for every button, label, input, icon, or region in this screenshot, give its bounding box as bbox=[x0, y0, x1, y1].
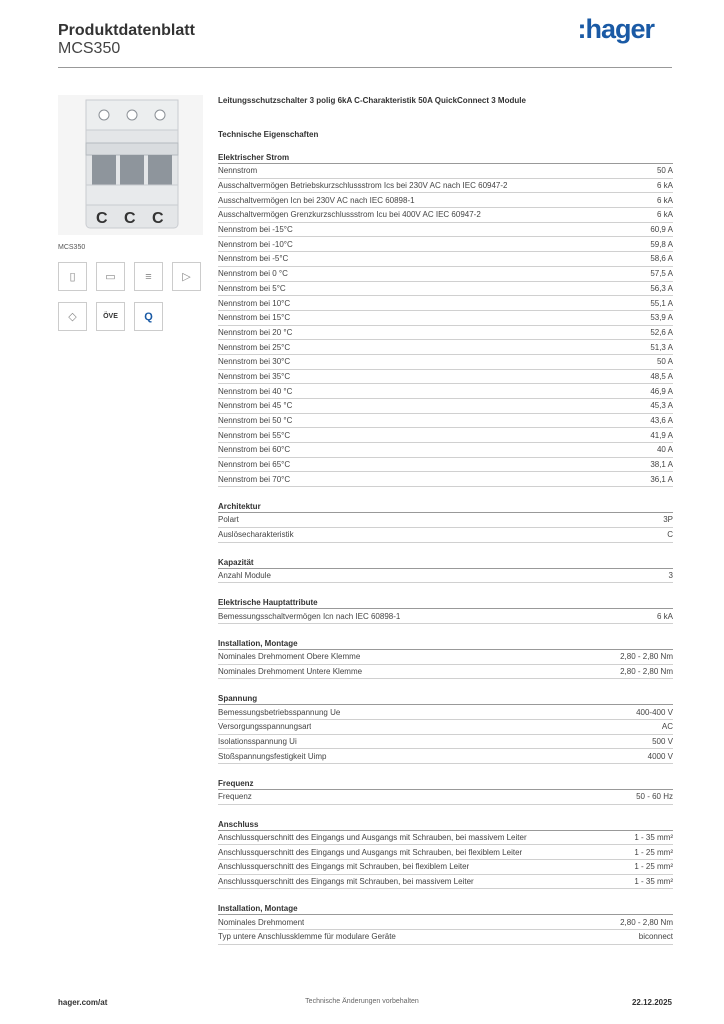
spec-value: 38,1 A bbox=[650, 460, 673, 470]
spec-value: 500 V bbox=[652, 736, 673, 746]
group-title: Kapazität bbox=[218, 557, 673, 569]
spec-groups bbox=[218, 152, 673, 945]
spec-label: Nennstrom bei -10°C bbox=[218, 239, 293, 249]
spec-label: Nennstrom bei 60°C bbox=[218, 445, 291, 455]
spec-row bbox=[218, 355, 673, 370]
spec-row bbox=[218, 735, 673, 750]
spec-label: Stoßspannungsfestigkeit Uimp bbox=[218, 751, 327, 761]
spec-value: 59,8 A bbox=[650, 239, 673, 249]
svg-text:C: C bbox=[152, 210, 164, 227]
spec-row bbox=[218, 208, 673, 223]
spec-value: 4000 V bbox=[647, 751, 673, 761]
spec-row bbox=[218, 472, 673, 487]
spec-row bbox=[218, 831, 673, 846]
spec-group bbox=[218, 778, 673, 805]
spec-group bbox=[218, 557, 673, 584]
spec-value: 55,1 A bbox=[650, 298, 673, 308]
spec-row bbox=[218, 705, 673, 720]
spec-row bbox=[218, 609, 673, 624]
product-code: MCS350 bbox=[58, 40, 121, 57]
thumbnail-angle-icon[interactable]: ▷ bbox=[172, 262, 201, 291]
spec-row bbox=[218, 790, 673, 805]
spec-label: Auslösecharakteristik bbox=[218, 530, 294, 540]
brand-logo: :hager bbox=[577, 14, 654, 44]
spec-row bbox=[218, 930, 673, 945]
spec-label: Nennstrom bei 10°C bbox=[218, 298, 291, 308]
group-title: Elektrischer Strom bbox=[218, 152, 673, 164]
spec-label: Nennstrom bei 35°C bbox=[218, 371, 291, 381]
spec-row bbox=[218, 665, 673, 680]
spec-value: C bbox=[667, 530, 673, 540]
spec-group bbox=[218, 819, 673, 890]
group-title: Installation, Montage bbox=[218, 638, 673, 650]
spec-row bbox=[218, 749, 673, 764]
spec-value: 2,80 - 2,80 Nm bbox=[620, 652, 673, 662]
spec-value: biconnect bbox=[638, 932, 673, 942]
spec-value: 6 kA bbox=[656, 195, 673, 205]
quickconnect-icon[interactable]: Q bbox=[134, 302, 163, 331]
spec-row bbox=[218, 569, 673, 584]
spec-row bbox=[218, 237, 673, 252]
spec-value: 2,80 - 2,80 Nm bbox=[620, 917, 673, 927]
header-divider bbox=[58, 67, 672, 68]
spec-row bbox=[218, 311, 673, 326]
spec-value: 1 - 35 mm² bbox=[634, 833, 673, 843]
spec-row bbox=[218, 528, 673, 543]
spec-row bbox=[218, 179, 673, 194]
footer-disclaimer: Technische Änderungen vorbehalten bbox=[305, 998, 419, 1005]
spec-row bbox=[218, 252, 673, 267]
spec-value: 58,6 A bbox=[650, 254, 673, 264]
spec-label: Nennstrom bei 45 °C bbox=[218, 401, 293, 411]
spec-label: Nennstrom bbox=[218, 166, 258, 176]
group-title: Anschluss bbox=[218, 819, 673, 831]
logo-dots-icon: : bbox=[577, 14, 586, 44]
image-caption: MCS350 bbox=[58, 244, 86, 251]
spec-label: Polart bbox=[218, 515, 239, 525]
spec-group bbox=[218, 501, 673, 542]
spec-label: Nennstrom bei 55°C bbox=[218, 430, 291, 440]
spec-row bbox=[218, 915, 673, 930]
spec-value: 3P bbox=[663, 515, 673, 525]
spec-value: 2,80 - 2,80 Nm bbox=[620, 666, 673, 676]
spec-value: 48,5 A bbox=[650, 371, 673, 381]
spec-value: 1 - 25 mm² bbox=[634, 862, 673, 872]
group-title: Elektrische Hauptattribute bbox=[218, 597, 673, 609]
footer-date: 22.12.2025 bbox=[631, 998, 672, 1007]
spec-label: Anschlussquerschnitt des Eingangs mit Schrauben, bei flexiblem Leiter bbox=[218, 862, 470, 872]
spec-label: Bemessungsbetriebsspannung Ue bbox=[218, 707, 341, 717]
spec-value: 57,5 A bbox=[650, 269, 673, 279]
spec-value: 50 A bbox=[656, 166, 673, 176]
footer-website[interactable]: hager.com/at bbox=[58, 998, 108, 1007]
spec-label: Ausschaltvermögen Betriebskurzschlussstrom Ics bei 230V AC nach IEC 60947-2 bbox=[218, 181, 508, 191]
spec-value: 6 kA bbox=[656, 210, 673, 220]
spec-label: Ausschaltvermögen Icn bei 230V AC nach IEC 60898-1 bbox=[218, 195, 415, 205]
spec-row bbox=[218, 340, 673, 355]
spec-label: Nennstrom bei 70°C bbox=[218, 474, 291, 484]
page-title: Produktdatenblatt bbox=[58, 22, 195, 39]
spec-value: 6 kA bbox=[656, 611, 673, 621]
spec-row bbox=[218, 513, 673, 528]
group-title: Spannung bbox=[218, 693, 673, 705]
spec-label: Versorgungsspannungsart bbox=[218, 722, 312, 732]
group-title: Architektur bbox=[218, 501, 673, 513]
svg-text:C: C bbox=[96, 210, 108, 227]
thumbnail-3d-icon[interactable]: ◇ bbox=[58, 302, 87, 331]
spec-value: 400-400 V bbox=[636, 707, 673, 717]
spec-label: Nennstrom bei 50 °C bbox=[218, 416, 293, 426]
spec-row bbox=[218, 267, 673, 282]
spec-row bbox=[218, 845, 673, 860]
thumbnail-front-icon[interactable]: ▯ bbox=[58, 262, 87, 291]
spec-label: Nominales Drehmoment Obere Klemme bbox=[218, 652, 361, 662]
spec-group bbox=[218, 597, 673, 624]
spec-value: 50 - 60 Hz bbox=[636, 792, 673, 802]
thumbnail-side-icon[interactable]: ≡ bbox=[134, 262, 163, 291]
spec-row bbox=[218, 164, 673, 179]
spec-label: Frequenz bbox=[218, 792, 252, 802]
spec-value: 51,3 A bbox=[650, 342, 673, 352]
spec-value: 3 bbox=[668, 570, 673, 580]
spec-label: Nennstrom bei -5°C bbox=[218, 254, 289, 264]
spec-label: Anschlussquerschnitt des Eingangs und Ausgangs mit Schrauben, bei massivem Leiter bbox=[218, 833, 527, 843]
spec-row bbox=[218, 399, 673, 414]
spec-value: 52,6 A bbox=[650, 327, 673, 337]
spec-label: Bemessungsschaltvermögen Icn nach IEC 60898-1 bbox=[218, 611, 401, 621]
spec-label: Isolationsspannung Ui bbox=[218, 736, 297, 746]
spec-row bbox=[218, 650, 673, 665]
spec-label: Nennstrom bei -15°C bbox=[218, 225, 293, 235]
spec-value: 53,9 A bbox=[650, 313, 673, 323]
thumbnail-top-icon[interactable]: ▭ bbox=[96, 262, 125, 291]
spec-value: 41,9 A bbox=[650, 430, 673, 440]
spec-row bbox=[218, 326, 673, 341]
spec-row bbox=[218, 414, 673, 429]
spec-row bbox=[218, 384, 673, 399]
spec-group bbox=[218, 638, 673, 679]
circuit-breaker-image bbox=[58, 95, 203, 235]
spec-value: 6 kA bbox=[656, 181, 673, 191]
spec-label: Anschlussquerschnitt des Eingangs und Ausgangs mit Schrauben, bei flexiblem Leiter bbox=[218, 847, 523, 857]
spec-group bbox=[218, 152, 673, 487]
spec-row bbox=[218, 428, 673, 443]
spec-row bbox=[218, 282, 673, 297]
document-title: Leitungsschutzschalter 3 polig 6kA C-Charakteristik 50A QuickConnect 3 Module bbox=[218, 96, 526, 105]
group-title: Installation, Montage bbox=[218, 903, 673, 915]
spec-row bbox=[218, 875, 673, 890]
spec-value: AC bbox=[661, 722, 673, 732]
spec-label: Typ untere Anschlussklemme für modulare Geräte bbox=[218, 932, 396, 942]
spec-value: 40 A bbox=[656, 445, 673, 455]
product-image bbox=[58, 95, 203, 235]
spec-label: Nennstrom bei 20 °C bbox=[218, 327, 293, 337]
spec-row bbox=[218, 443, 673, 458]
spec-value: 1 - 35 mm² bbox=[634, 877, 673, 887]
spec-group bbox=[218, 693, 673, 764]
spec-row bbox=[218, 223, 673, 238]
spec-label: Nennstrom bei 25°C bbox=[218, 342, 291, 352]
spec-row bbox=[218, 370, 673, 385]
spec-row bbox=[218, 720, 673, 735]
svg-text:C: C bbox=[124, 210, 136, 227]
spec-label: Nominales Drehmoment bbox=[218, 917, 305, 927]
spec-label: Nennstrom bei 0 °C bbox=[218, 269, 288, 279]
spec-label: Nennstrom bei 15°C bbox=[218, 313, 291, 323]
spec-row bbox=[218, 458, 673, 473]
group-title: Frequenz bbox=[218, 778, 673, 790]
spec-value: 1 - 25 mm² bbox=[634, 847, 673, 857]
spec-label: Ausschaltvermögen Grenzkurzschlussstrom Icu bei 400V AC IEC 60947-2 bbox=[218, 210, 481, 220]
spec-value: 46,9 A bbox=[650, 386, 673, 396]
spec-value: 56,3 A bbox=[650, 283, 673, 293]
spec-label: Nennstrom bei 30°C bbox=[218, 357, 291, 367]
spec-value: 60,9 A bbox=[650, 225, 673, 235]
spec-value: 43,6 A bbox=[650, 416, 673, 426]
spec-label: Nennstrom bei 65°C bbox=[218, 460, 291, 470]
spec-group bbox=[218, 903, 673, 944]
spec-label: Anzahl Module bbox=[218, 570, 271, 580]
spec-label: Anschlussquerschnitt des Eingangs mit Schrauben, bei massivem Leiter bbox=[218, 877, 474, 887]
spec-label: Nennstrom bei 5°C bbox=[218, 283, 286, 293]
spec-value: 45,3 A bbox=[650, 401, 673, 411]
section-title: Technische Eigenschaften bbox=[218, 130, 319, 139]
spec-label: Nominales Drehmoment Untere Klemme bbox=[218, 666, 363, 676]
spec-row bbox=[218, 193, 673, 208]
spec-row bbox=[218, 296, 673, 311]
ove-certification-icon[interactable]: ÖVE bbox=[96, 302, 125, 331]
spec-value: 50 A bbox=[656, 357, 673, 367]
spec-value: 36,1 A bbox=[650, 474, 673, 484]
spec-label: Nennstrom bei 40 °C bbox=[218, 386, 293, 396]
spec-row bbox=[218, 860, 673, 875]
spec-main bbox=[218, 96, 673, 945]
